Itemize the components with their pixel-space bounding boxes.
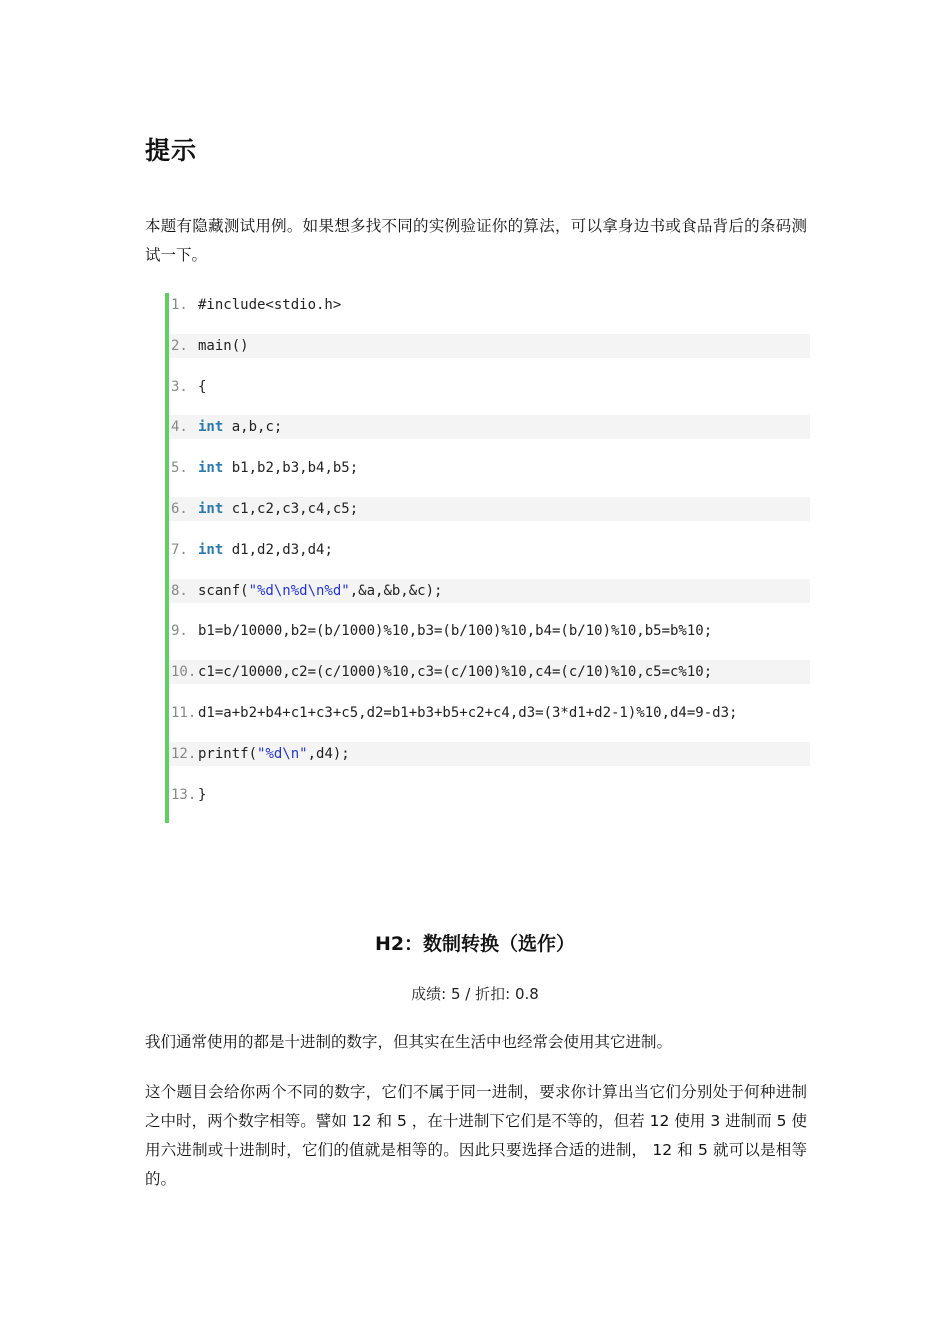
code-segment: d1=a+b2+b4+c1+c3+c5,d2=b1+b3+b5+c2+c4,d3=(3*d1+d2-1)%10,d4=9-d3;	[198, 704, 738, 721]
code-line	[169, 334, 810, 358]
line-number: 10.	[171, 664, 197, 681]
code-segment: }	[198, 786, 207, 803]
score-line: 成绩: 5 / 折扣: 0.8	[411, 985, 539, 1003]
code-line	[169, 415, 810, 439]
code-segment: c1,c2,c3,c4,c5;	[223, 500, 359, 517]
code-line	[169, 742, 810, 766]
code-text	[198, 701, 737, 725]
code-line	[169, 579, 810, 603]
code-string: "%d\n"	[257, 745, 308, 762]
hint-heading: 提示	[145, 136, 198, 165]
code-segment: d1,d2,d3,d4;	[223, 541, 333, 558]
line-number: 4.	[171, 419, 188, 436]
code-line	[169, 497, 810, 521]
code-block	[165, 293, 810, 823]
code-segment: scanf(	[198, 582, 249, 599]
code-text	[198, 334, 249, 358]
code-line	[169, 375, 810, 399]
code-segment: b1=b/10000,b2=(b/1000)%10,b3=(b/100)%10,b4=(b/10)%10,b5=b%10;	[198, 623, 713, 640]
line-number: 3.	[171, 378, 188, 395]
code-line	[169, 293, 810, 317]
line-number: 9.	[171, 623, 188, 640]
line-number: 11.	[171, 704, 197, 721]
code-text	[198, 456, 358, 480]
line-number: 8.	[171, 582, 188, 599]
code-text	[198, 497, 358, 521]
code-text	[198, 783, 206, 807]
line-number: 1.	[171, 297, 188, 313]
code-segment: {	[198, 378, 207, 395]
code-line	[169, 456, 810, 480]
code-keyword: int	[198, 500, 224, 517]
code-text	[198, 619, 712, 643]
line-number: 6.	[171, 500, 188, 517]
code-segment: b1,b2,b3,b4,b5;	[223, 460, 359, 477]
code-line	[169, 538, 810, 562]
code-segment: #include<stdio.h>	[198, 297, 342, 313]
description-paragraph: 这个题目会给你两个不同的数字，它们不属于同一进制，要求你计算出当它们分别处于何种进制之中时，两个数字相等。譬如 12 和 5 ，在十进制下它们是不等的，但若 12 使用 3 进制而 5 使用六进制或十进制时，它们的值就是相等的。因此只要选择合适的进制， 12 和 5 就可以是相等的。	[145, 1083, 807, 1188]
code-line	[169, 783, 810, 807]
code-text	[198, 742, 350, 766]
code-segment: main()	[198, 337, 249, 354]
line-number: 13.	[171, 786, 197, 803]
code-segment: ,d4);	[307, 745, 350, 762]
code-segment: ,&a,&b,&c);	[349, 582, 443, 599]
code-text	[198, 415, 282, 439]
code-keyword: int	[198, 419, 224, 436]
code-segment: a,b,c;	[223, 419, 283, 436]
problem-title: H2：数制转换（选作）	[374, 933, 576, 955]
code-text	[198, 579, 442, 603]
line-number: 2.	[171, 337, 188, 354]
line-number: 12.	[171, 745, 197, 762]
code-keyword: int	[198, 541, 224, 558]
code-segment: printf(	[198, 745, 258, 762]
code-line	[169, 619, 810, 643]
code-text	[198, 293, 341, 317]
hint-paragraph: 本题有隐藏测试用例。如果想多找不同的实例验证你的算法，可以拿身边书或食品背后的条码测试一下。	[145, 217, 807, 264]
code-segment: c1=c/10000,c2=(c/1000)%10,c3=(c/100)%10,c4=(c/10)%10,c5=c%10;	[198, 664, 713, 681]
code-text	[198, 538, 333, 562]
line-number: 5.	[171, 460, 188, 477]
code-string: "%d\n%d\n%d"	[248, 582, 350, 599]
intro-paragraph: 我们通常使用的都是十进制的数字，但其实在生活中也经常会使用其它进制。	[145, 1033, 673, 1051]
code-line	[169, 701, 810, 725]
line-number: 7.	[171, 541, 188, 558]
code-line	[169, 660, 810, 684]
code-text	[198, 375, 206, 399]
code-text	[198, 660, 712, 684]
code-keyword: int	[198, 460, 224, 477]
